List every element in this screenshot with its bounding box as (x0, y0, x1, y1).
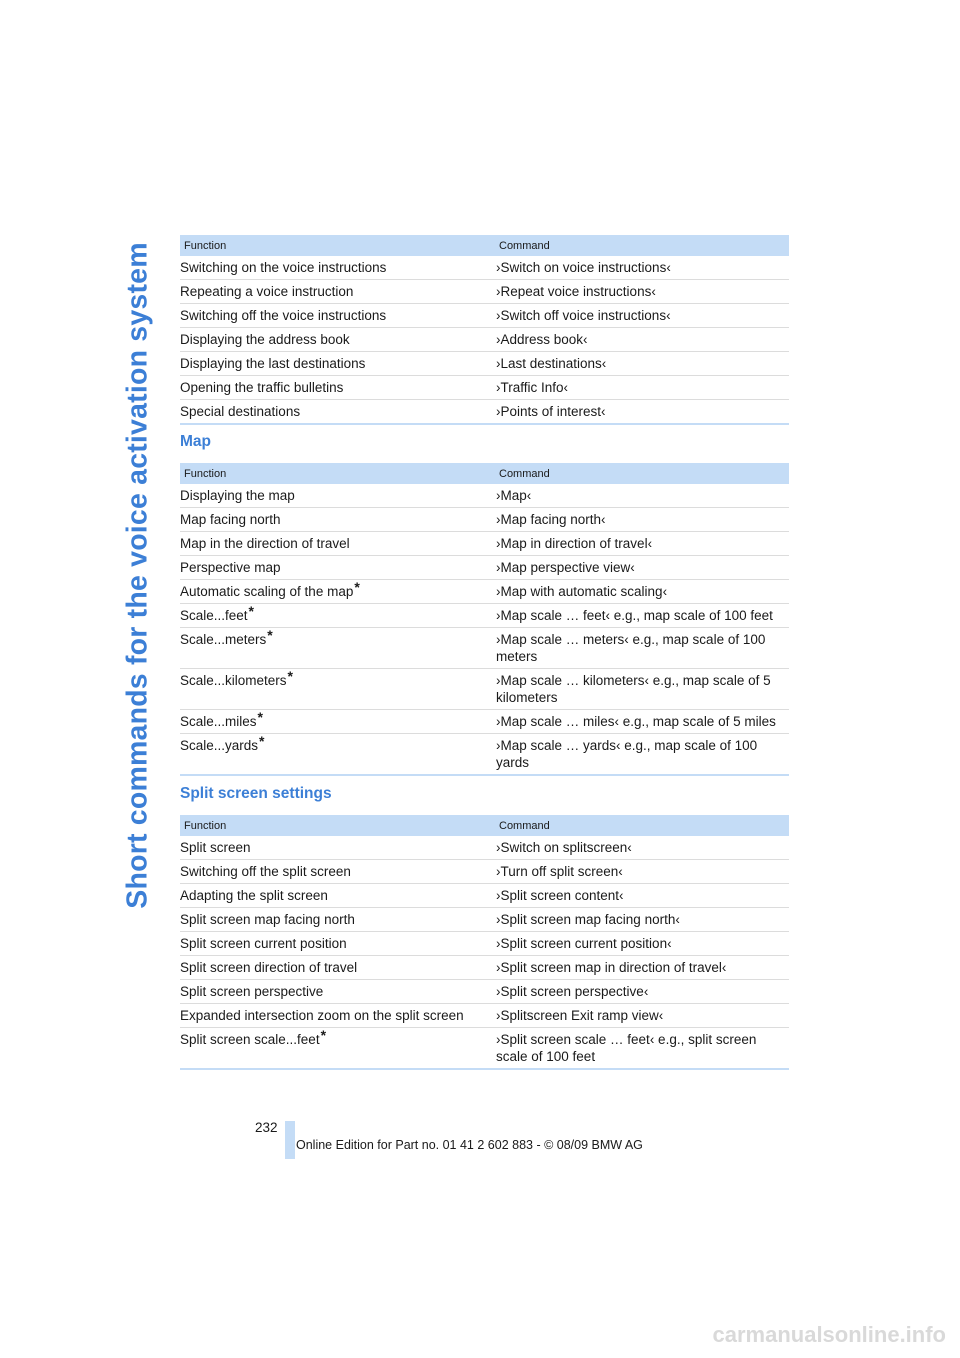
table-body (180, 484, 789, 775)
function-cell (180, 328, 495, 352)
function-column-header: Function (180, 815, 495, 836)
optional-equipment-asterisk: * (287, 668, 293, 684)
section-title-map: Map (180, 433, 211, 450)
function-cell (180, 532, 495, 556)
command-cell: ›Map in direction of travel‹ (495, 532, 789, 556)
table-row (180, 400, 789, 425)
function-cell (180, 628, 495, 669)
footer-accent-bar (285, 1121, 295, 1159)
table-row (180, 669, 789, 710)
function-text: Automatic scaling of the map (180, 584, 354, 599)
function-cell (180, 710, 495, 734)
function-column-header: Function (180, 235, 495, 256)
command-cell: ›Split screen scale … feet‹ e.g., split screen scale of 100 feet (495, 1028, 789, 1070)
function-text: Split screen current position (180, 936, 347, 951)
function-text: Split screen map facing north (180, 912, 355, 927)
table-row (180, 484, 789, 508)
function-cell (180, 508, 495, 532)
command-cell: ›Last destinations‹ (495, 352, 789, 376)
command-cell: ›Split screen content‹ (495, 884, 789, 908)
command-column-header: Command (495, 235, 789, 256)
table-row (180, 256, 789, 280)
function-cell (180, 884, 495, 908)
table-row (180, 860, 789, 884)
table-row (180, 628, 789, 669)
table-row (180, 532, 789, 556)
table-row (180, 376, 789, 400)
table-row (180, 956, 789, 980)
function-cell (180, 352, 495, 376)
command-column-header: Command (495, 463, 789, 484)
function-text: Map facing north (180, 512, 281, 527)
command-cell: ›Switch on voice instructions‹ (495, 256, 789, 280)
function-text: Scale...meters (180, 632, 267, 647)
function-cell (180, 376, 495, 400)
command-cell: ›Map facing north‹ (495, 508, 789, 532)
function-text: Scale...kilometers (180, 673, 287, 688)
function-text: Adapting the split screen (180, 888, 328, 903)
function-text: Perspective map (180, 560, 281, 575)
map-commands-table (180, 463, 789, 776)
table-row (180, 884, 789, 908)
function-cell (180, 400, 495, 425)
function-cell (180, 980, 495, 1004)
table-row (180, 932, 789, 956)
command-cell: ›Points of interest‹ (495, 400, 789, 425)
table-row (180, 280, 789, 304)
function-cell (180, 604, 495, 628)
side-chapter-title (118, 230, 158, 920)
table-row (180, 710, 789, 734)
footer-edition-note: Online Edition for Part no. 01 41 2 602 883 - © 08/09 BMW AG (296, 1138, 643, 1152)
function-cell (180, 304, 495, 328)
function-cell (180, 932, 495, 956)
command-cell: ›Map scale … feet‹ e.g., map scale of 100 feet (495, 604, 789, 628)
command-cell: ›Repeat voice instructions‹ (495, 280, 789, 304)
command-cell: ›Split screen map facing north‹ (495, 908, 789, 932)
navigation-commands-table (180, 235, 789, 425)
command-cell: ›Split screen map in direction of travel‹ (495, 956, 789, 980)
function-text: Split screen scale...feet (180, 1032, 320, 1047)
split-screen-commands-table (180, 815, 789, 1070)
function-cell (180, 836, 495, 860)
optional-equipment-asterisk: * (248, 603, 254, 619)
function-column-header: Function (180, 463, 495, 484)
table-body (180, 256, 789, 424)
function-text: Scale...feet (180, 608, 248, 623)
table-header-row (180, 815, 789, 836)
table-row (180, 352, 789, 376)
command-cell: ›Map scale … kilometers‹ e.g., map scale of 5 kilometers (495, 669, 789, 710)
watermark-logo: carmanualsonline.info (712, 1322, 946, 1347)
optional-equipment-asterisk: * (320, 1027, 327, 1043)
function-cell (180, 956, 495, 980)
section-title-split-screen: Split screen settings (180, 785, 332, 802)
function-cell (180, 256, 495, 280)
command-cell: ›Switch off voice instructions‹ (495, 304, 789, 328)
function-cell (180, 556, 495, 580)
optional-equipment-asterisk: * (257, 709, 263, 725)
table-header-row (180, 463, 789, 484)
table-row (180, 508, 789, 532)
table-row (180, 908, 789, 932)
function-cell (180, 908, 495, 932)
table-row (180, 556, 789, 580)
function-cell (180, 669, 495, 710)
function-cell (180, 580, 495, 604)
function-text: Switching off the voice instructions (180, 308, 387, 323)
function-text: Scale...yards (180, 738, 259, 753)
function-text: Special destinations (180, 404, 301, 419)
table-row (180, 980, 789, 1004)
table-row (180, 1004, 789, 1028)
command-cell: ›Map with automatic scaling‹ (495, 580, 789, 604)
optional-equipment-asterisk: * (259, 733, 265, 749)
function-text: Displaying the map (180, 488, 295, 503)
command-cell: ›Split screen current position‹ (495, 932, 789, 956)
optional-equipment-asterisk: * (354, 579, 360, 595)
table-row (180, 734, 789, 776)
page-number: 232 (255, 1120, 278, 1135)
optional-equipment-asterisk: * (267, 627, 273, 643)
command-cell: ›Splitscreen Exit ramp view‹ (495, 1004, 789, 1028)
table-row (180, 304, 789, 328)
function-text: Split screen (180, 840, 251, 855)
function-text: Switching off the split screen (180, 864, 351, 879)
table-row (180, 580, 789, 604)
table-header-row (180, 235, 789, 256)
function-cell (180, 1028, 495, 1070)
function-cell (180, 1004, 495, 1028)
command-column-header: Command (495, 815, 789, 836)
command-cell: ›Map scale … meters‹ e.g., map scale of 100 meters (495, 628, 789, 669)
table-row (180, 836, 789, 860)
command-cell: ›Split screen perspective‹ (495, 980, 789, 1004)
function-text: Map in the direction of travel (180, 536, 350, 551)
function-cell (180, 734, 495, 776)
command-cell: ›Map perspective view‹ (495, 556, 789, 580)
function-text: Switching on the voice instructions (180, 260, 387, 275)
table-row (180, 328, 789, 352)
command-cell: ›Map‹ (495, 484, 789, 508)
function-text: Displaying the last destinations (180, 356, 366, 371)
command-cell: ›Traffic Info‹ (495, 376, 789, 400)
table-row (180, 1028, 789, 1070)
table-row (180, 604, 789, 628)
function-text: Expanded intersection zoom on the split screen (180, 1008, 464, 1023)
command-cell: ›Switch on splitscreen‹ (495, 836, 789, 860)
command-cell: ›Map scale … yards‹ e.g., map scale of 100 yards (495, 734, 789, 776)
side-chapter-title-text: Short commands for the voice activation system (121, 241, 154, 909)
command-cell: ›Turn off split screen‹ (495, 860, 789, 884)
table-body (180, 836, 789, 1069)
function-text: Scale...miles (180, 714, 257, 729)
function-text: Split screen perspective (180, 984, 324, 999)
function-text: Displaying the address book (180, 332, 350, 347)
function-text: Opening the traffic bulletins (180, 380, 344, 395)
command-cell: ›Map scale … miles‹ e.g., map scale of 5 miles (495, 710, 789, 734)
function-cell (180, 860, 495, 884)
function-text: Repeating a voice instruction (180, 284, 354, 299)
function-cell (180, 280, 495, 304)
function-cell (180, 484, 495, 508)
command-cell: ›Address book‹ (495, 328, 789, 352)
function-text: Split screen direction of travel (180, 960, 358, 975)
